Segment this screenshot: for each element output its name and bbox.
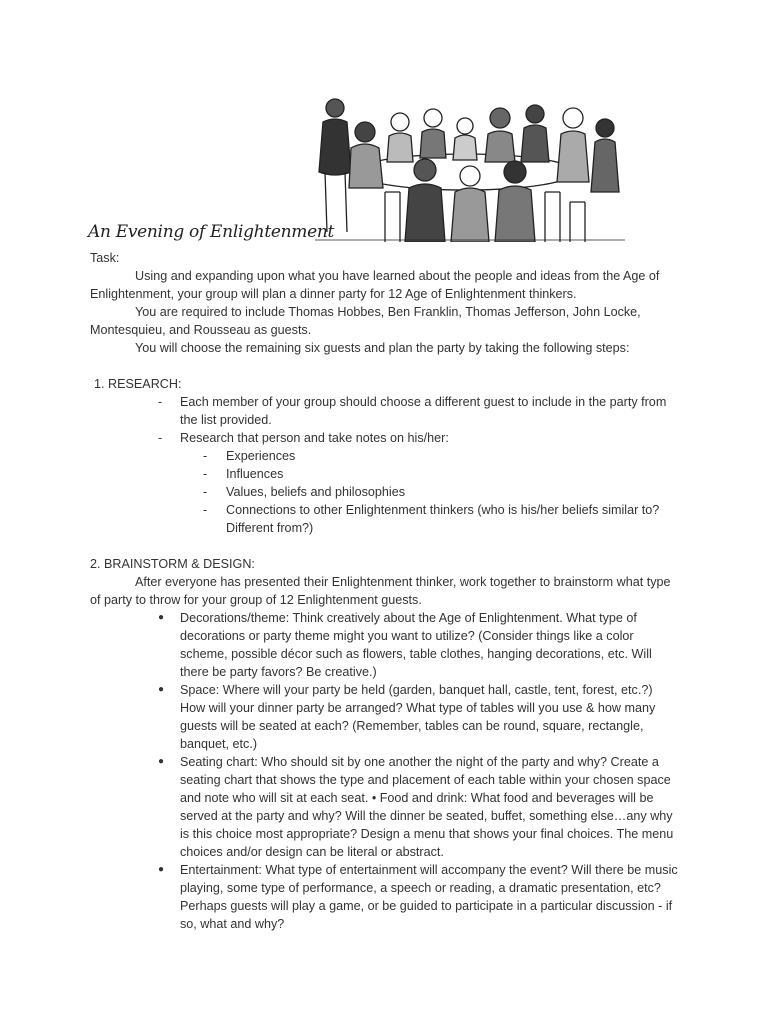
research-heading: 1. RESEARCH: [94,377,182,391]
dinner-party-illustration [305,92,630,242]
dash-marker: - [203,485,208,499]
research-subitem-1: Experiences [226,449,296,463]
research-subitem-3: Values, beliefs and philosophies [226,485,405,499]
dash-marker: - [203,503,208,517]
research-item-1: Each member of your group should choose a different guest to include in the party from the list provided. [180,395,667,427]
dash-marker: - [203,467,208,481]
bullet-marker: ● [158,756,165,767]
bullet-marker: ● [158,684,165,695]
list-item [90,465,680,483]
bullet-marker: ● [158,864,165,875]
list-item [90,753,680,861]
intro-paragraph-3: You will choose the remaining six guests and plan the party by taking the following steps: [135,341,630,355]
brainstorm-bullet-entertainment: Entertainment: What type of entertainment will accompany the event? Will there be music playing, some type of performance, a speech or reading, a dramatic presentation, etc? Perhaps guests will play a game, or be guided to participate in a particular discussion - if so, what and why? [180,863,678,931]
list-item [90,447,680,465]
brainstorm-bullet-decorations: Decorations/theme: Think creatively about the Age of Enlightenment. What type of decorations or party theme might you want to utilize? (Consider things like a color scheme, possible décor such as flowers, table clothes, hanging decorations, etc. Will there be party favors? Be creative.) [180,611,652,679]
dash-marker: - [158,431,163,445]
research-item-2: Research that person and take notes on his/her: [180,431,449,445]
document-body [90,249,680,933]
intro-paragraph-1: Using and expanding upon what you have learned about the people and ideas from the Age of Enlightenment, your group will plan a dinner party for 12 Age of Enlightenment thinkers. [90,269,660,301]
list-item [90,609,680,681]
intro-paragraph-2: You are required to include Thomas Hobbes, Ben Franklin, Thomas Jefferson, John Locke, Montesquieu, and Rousseau as guests. [90,305,641,337]
list-item [90,429,680,447]
dash-marker: - [203,449,208,463]
list-item [90,393,680,429]
document-title: An Evening of Enlightenment [88,222,335,242]
brainstorm-bullet-space: Space: Where will your party be held (garden, banquet hall, castle, tent, forest, etc.?) How will your dinner party be arranged? What type of tables will you use & how many guests will be seated at each? (Remember, tables can be round, square, rectangle, banquet, etc.) [180,683,656,751]
brainstorm-intro: After everyone has presented their Enlightenment thinker, work together to brainstorm what type of party to throw for your group of 12 Enlightenment guests. [90,575,671,607]
task-label: Task: [90,251,120,265]
brainstorm-bullet-seating: Seating chart: Who should sit by one another the night of the party and why? Create a seating chart that shows the type and placement of each table within your chosen space and note who will sit at each seat. • Food and drink: What food and beverages will be served at the party and why? Will the dinner be seated, buffet, something else…any why is this choice most appropriate? Design a menu that shows your final choices. The menu choices and/or design can be literal or abstract. [180,755,674,859]
list-item [90,483,680,501]
list-item [90,501,680,537]
list-item [90,681,680,753]
research-subitem-2: Influences [226,467,284,481]
dash-marker: - [158,395,163,409]
brainstorm-heading: 2. BRAINSTORM & DESIGN: [90,557,255,571]
bullet-marker: ● [158,612,165,623]
list-item [90,861,680,933]
research-subitem-4: Connections to other Enlightenment thinkers (who is his/her beliefs similar to? Different from?) [226,503,660,535]
